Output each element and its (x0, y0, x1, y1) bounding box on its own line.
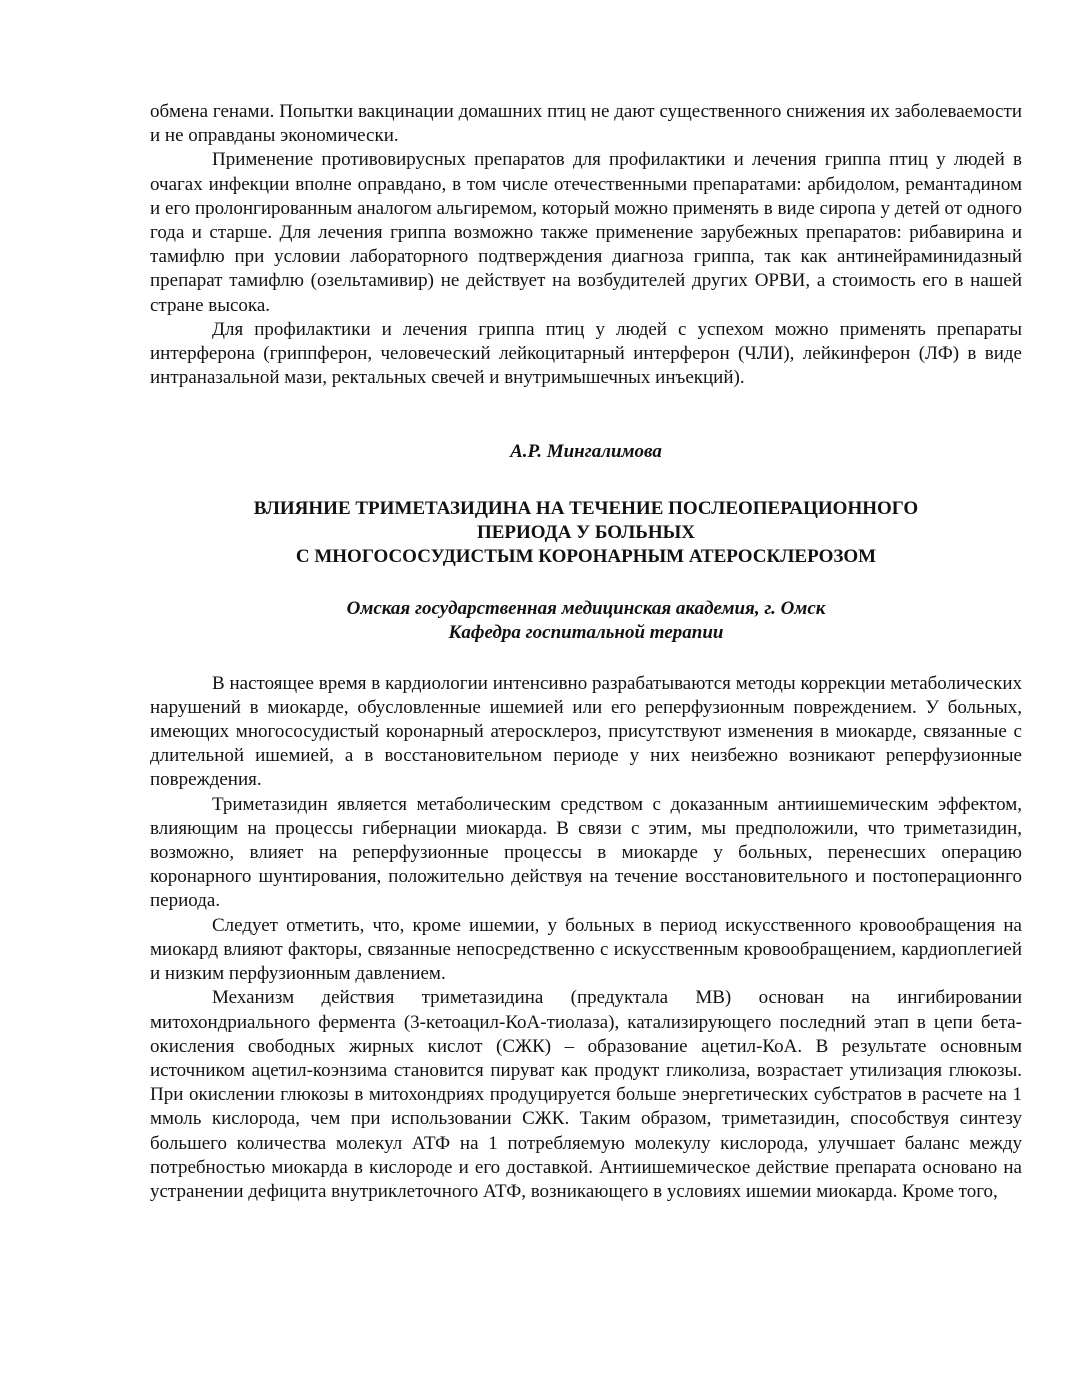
affiliation-line-2: Кафедра госпитальной терапии (448, 622, 724, 644)
article-title (150, 497, 1022, 570)
article-title-line-3: С МНОГОСОСУДИСТЫМ КОРОНАРНЫМ АТЕРОСКЛЕРОЗОМ (295, 546, 877, 568)
article-paragraph-4: Механизм действия триметазидина (предуктала МВ) основан на ингибировании митохондриального фермента (3-кетоацил-КоА-тиолаза), катализирующего последний этап в цепи бета-окисления свободных жирных кислот (СЖК) – образование ацетил-КоА. В результате основным источником ацетил-коэнзима становится пируват как продукт гликолиза, возрастает утилизация глюкозы. При окислении глюкозы в митохондриях продуцируется больше энергетических субстратов в расчете на 1 ммоль кислорода, чем при использовании СЖК. Таким образом, триметазидин, способствуя синтезу большего количества молекул АТФ на 1 потребляемую молекулу кислорода, улучшает баланс между потребностью миокарда в кислороде и его доставкой. Антиишемическое действие препарата основано на устранении дефицита внутриклеточного АТФ, возникающего в условиях ишемии миокарда. Кроме того, (150, 987, 1022, 1202)
article-paragraph-2: Триметазидин является метаболическим средством с доказанным антиишемическим эффектом, влияющим на процессы гибернации миокарда. В связи с этим, мы предположили, что триметазидин, возможно, влияет на реперфузионные процессы в миокарде у больных, перенесших операцию коронарного шунтирования, положительно действуя на течение восстановительного и постоперационнго периода. (150, 793, 1022, 912)
intro-paragraph-2: Применение противовирусных препаратов для профилактики и лечения гриппа птиц у людей в очагах инфекции вполне оправдано, в том числе отечественными препаратами: арбидолом, ремантадином и его пролонгированным аналогом альгиремом, который можно применять в виде сиропа у детей от одного года и старше. Для лечения гриппа возможно также применение зарубежных препаратов: рибавирина и тамифлю при условии лабораторного подтверждения диагноза гриппа, так как антинейраминидазный препарат тамифлю (озельтамивир) не действует на возбудителей других ОРВИ, а стоимость его в нашей стране высока. (150, 149, 1022, 316)
article-affiliation (150, 597, 1022, 645)
article-paragraph-3: Следует отметить, что, кроме ишемии, у больных в период искусственного кровообращения на миокард влияют факторы, связанные непосредственно с искусственным кровообращением, кардиоплегией и низким перфузионным давлением. (150, 914, 1022, 985)
article-author: А.Р. Мингалимова (510, 441, 662, 463)
article-paragraph-1: В настоящее время в кардиологии интенсивно разрабатываются методы коррекции метаболических нарушений в миокарде, обусловленные ишемией или его реперфузионным повреждением. У больных, имеющих многососудистый коронарный атеросклероз, присутствуют изменения в миокарде, связанные с длительной ишемией, а в восстановительном периоде у них неизбежно возникают реперфузионные повреждения. (150, 672, 1022, 791)
intro-paragraph-1: обмена генами. Попытки вакцинации домашних птиц не дают существенного снижения их заболеваемости и не оправданы экономически. (150, 101, 1022, 147)
intro-paragraph-3: Для профилактики и лечения гриппа птиц у людей с успехом можно применять препараты интерферона (гриппферон, человеческий лейкоцитарный интерферон (ЧЛИ), лейкинферон (ЛФ) в виде интраназальной мази, ректальных свечей и внутримышечных инъекций). (150, 318, 1022, 389)
article-title-line-1: ВЛИЯНИЕ ТРИМЕТАЗИДИНА НА ТЕЧЕНИЕ ПОСЛЕОПЕРАЦИОННОГО (253, 497, 919, 519)
document-page (150, 100, 1022, 1204)
affiliation-line-1: Омская государственная медицинская академия, г. Омск (346, 598, 826, 620)
article-title-line-2: ПЕРИОДА У БОЛЬНЫХ (476, 521, 696, 543)
